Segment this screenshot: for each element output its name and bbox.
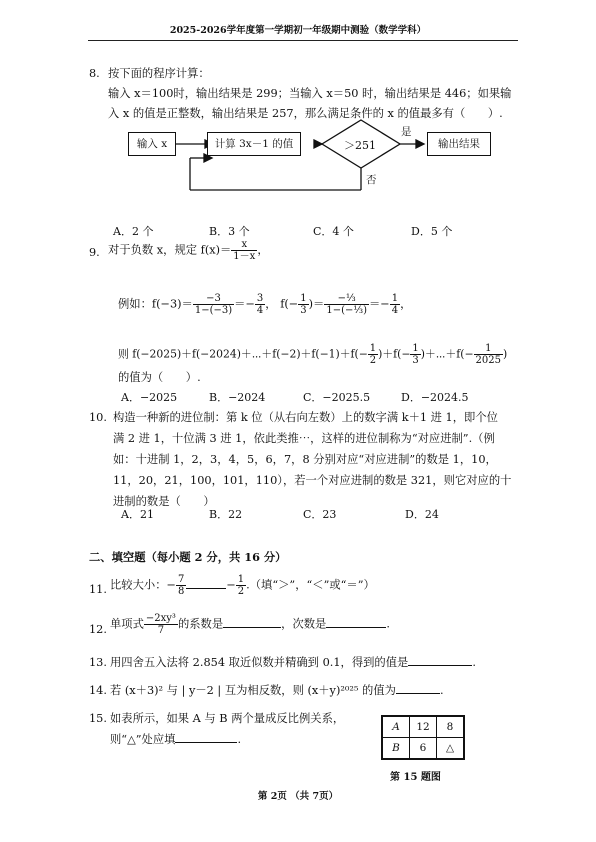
- q10-line-2: 满 2 进 1，十位满 3 进 1，依此类推⋯，这样的进位制称为“对应进制”.（例: [113, 432, 495, 445]
- q9-option-a: A．−2025: [121, 391, 178, 404]
- q15-cell: 12: [410, 716, 437, 738]
- flow-decision-label: ＞251: [344, 139, 376, 152]
- q10-line-5: 进制的数是（ ）: [113, 495, 215, 508]
- q9-sum-mid1: )＋f(−: [378, 347, 411, 361]
- q9-ex2-pre: f(−: [280, 297, 299, 311]
- q9-def-num: x: [231, 239, 257, 251]
- q9-sum-third: [410, 343, 420, 366]
- q9-ex1-eq: ＝−: [234, 297, 255, 311]
- q15-table-caption: 第 15 题图: [390, 772, 441, 783]
- page-footer: 第 2页 （共 7页）: [257, 791, 339, 802]
- q15-number: 15.: [89, 712, 107, 725]
- q10-option-a: A．21: [121, 508, 154, 521]
- q9-stem-post: ，: [257, 243, 269, 257]
- q10-line-4: 11，20，21，100，101，110），若一个对应进制的数是 321，则它对应的十: [113, 474, 512, 487]
- q9-ex2-ad: 3: [300, 305, 307, 316]
- q9-ex2-result: [390, 293, 400, 316]
- q8-stem-3: 入 x 的值是正整数，输出结果是 257，那么满足条件的 x 的值最多有（ ）.: [108, 107, 503, 120]
- q9-h-den: 2: [369, 355, 377, 366]
- q9-sum-last: [474, 343, 503, 366]
- q15-table-row: [382, 716, 464, 738]
- q9-ex1-sep: ，: [265, 297, 277, 311]
- q8-stem-2: 输入 x＝100时，输出结果是 299；当输入 x＝50 时，输出结果是 446；如果输: [108, 87, 512, 100]
- q9-stem-pre: 对于负数 x，规定 f(x)＝: [108, 243, 232, 257]
- q14-stem: [110, 683, 444, 698]
- q12-mono-den: 7: [157, 625, 165, 636]
- q9-ex2-arg: [298, 293, 308, 316]
- q13-number: 13.: [89, 656, 107, 669]
- q8-option-d: D．5 个: [411, 225, 453, 238]
- q12-stem: [110, 613, 390, 636]
- q10-line-1: 构造一种新的进位制：第 k 位（从右向左数）上的数字满 k＋1 进 1，即个位: [113, 411, 498, 424]
- q9-examples: [118, 293, 411, 316]
- q10-number: 10.: [89, 411, 107, 424]
- q8-number: 8.: [89, 67, 100, 80]
- q14-answer-blank[interactable]: [396, 693, 440, 694]
- q9-stem-end: 的值为（ ）.: [118, 371, 201, 384]
- q11-pre: 比较大小：−: [110, 578, 176, 592]
- q9-ex1-rn: 3: [256, 293, 264, 304]
- q9-ex1-result: [255, 293, 265, 316]
- q9-def-den: 1－x: [233, 251, 256, 262]
- q12-mid2: ，次数是: [281, 617, 327, 631]
- flow-input-box: [128, 132, 176, 156]
- q9-def-fraction: [231, 239, 257, 262]
- q12-mid: 的系数是: [177, 617, 224, 631]
- q15-table-row: [382, 738, 464, 760]
- q9-ex2-fraction: [324, 293, 369, 316]
- q15-l2-text: 则“△”处应填: [110, 733, 176, 746]
- q9-ex1-lhs: f(−3)＝: [151, 297, 193, 311]
- q15-cell: 8: [437, 716, 465, 738]
- q11-a-den: 8: [177, 586, 185, 597]
- q9-sum-half: [368, 343, 378, 366]
- q9-sum-expression: [118, 343, 507, 366]
- q9-ex2-post: )＝: [308, 297, 325, 311]
- q9-ex2-rn: 1: [391, 293, 399, 304]
- q8-stem-1: 按下面的程序计算：: [108, 67, 210, 80]
- q11-post: .（填“＞”，“＜”或“＝”）: [246, 578, 375, 592]
- q8-option-a: A．2 个: [113, 225, 154, 238]
- q11-mid: −: [226, 578, 236, 592]
- flow-yes-label: 是: [401, 126, 412, 138]
- q8-option-c: C．4 个: [313, 225, 354, 238]
- q13-post: .: [472, 656, 476, 669]
- q8-option-b: B．3 个: [209, 225, 250, 238]
- q15-cell: B: [382, 738, 410, 760]
- flow-input-label: 输入 x: [136, 138, 168, 150]
- header-divider: [88, 40, 518, 41]
- q15-table: [381, 715, 465, 760]
- q13-stem: [110, 655, 476, 670]
- flow-output-box: [427, 132, 491, 156]
- q12-mono-num: −2xy³: [145, 613, 176, 624]
- q11-frac-b: [236, 574, 246, 597]
- page-header: 2025-2026学年度第一学期初一年级期中测验（数学学科）: [169, 25, 427, 36]
- q9-ex2-an: 1: [300, 293, 307, 304]
- q15-cell: △: [437, 738, 465, 760]
- q9-sum-mid2: )＋⋯＋f(−: [420, 347, 474, 361]
- q10-option-c: C．23: [303, 508, 337, 521]
- q9-ex1-rd: 4: [256, 305, 264, 316]
- q15-answer-blank[interactable]: [175, 742, 237, 743]
- q15-cell: 6: [410, 738, 437, 760]
- q9-stem: [108, 239, 269, 262]
- q12-monomial: [144, 613, 178, 636]
- q9-ex1-fraction: [193, 293, 234, 316]
- q12-pre: 单项式: [110, 617, 144, 631]
- q9-number: 9.: [89, 246, 100, 259]
- q9-option-c: C．−2025.5: [303, 391, 371, 404]
- q11-frac-a: [176, 574, 186, 597]
- q9-ex2-big-num: −⅓: [324, 293, 369, 305]
- flow-output-label: 输出结果: [438, 138, 480, 150]
- q8-flowchart: [120, 118, 520, 198]
- q14-number: 14.: [89, 684, 107, 697]
- q11-b-den: 2: [237, 586, 245, 597]
- q13-text: 用四舍五入法将 2.854 取近似数并精确到 0.1，得到的值是: [110, 656, 409, 669]
- q9-ex2-big-den: 1−(−⅓): [326, 305, 367, 316]
- q9-option-b: B．−2024: [209, 391, 266, 404]
- flow-compute-box: [207, 132, 301, 156]
- q11-stem: [110, 574, 375, 597]
- q9-t-num: 1: [412, 343, 419, 354]
- q12-degree-blank[interactable]: [326, 627, 386, 628]
- q14-text: 若 (x＋3)² 与 | y－2 | 互为相反数，则 (x＋y)²⁰²⁵ 的值为: [110, 684, 396, 697]
- q10-option-d: D．24: [405, 508, 439, 521]
- q15-line-1: 如表所示，如果 A 与 B 两个量成反比例关系，: [110, 712, 345, 725]
- q9-ex2-rd: 4: [391, 305, 399, 316]
- q9-last-num: 1: [474, 343, 503, 355]
- q9-ex2-eq: ＝−: [368, 297, 390, 311]
- q13-answer-blank[interactable]: [408, 665, 472, 666]
- q14-post: .: [439, 684, 444, 697]
- section-2-title: 二、填空题（每小题 2 分，共 16 分）: [89, 550, 287, 564]
- q9-last-den: 2025: [475, 355, 501, 366]
- q12-number: 12.: [89, 623, 107, 636]
- q15-cell: A: [382, 716, 410, 738]
- q9-ex1-den: 1−(−3): [194, 305, 233, 316]
- q9-sum-end: ): [503, 347, 508, 361]
- q9-ex2-end: ，: [400, 297, 412, 311]
- flow-compute-label: 计算 3x－1 的值: [214, 138, 294, 150]
- q15-post: .: [237, 733, 242, 746]
- q9-ex1-num: −3: [193, 293, 234, 305]
- q9-sum-pre: 则 f(−2025)＋f(−2024)＋⋯＋f(−2)＋f(−1)＋f(−: [118, 347, 368, 361]
- q10-option-b: B．22: [209, 508, 243, 521]
- flow-no-label: 否: [366, 174, 377, 186]
- q11-a-num: 7: [177, 574, 185, 585]
- q11-answer-blank[interactable]: [186, 588, 226, 589]
- q10-line-3: 如：十进制 1，2，3，4，5，6，7，8 分别对应“对应进制”的数是 1，10，: [113, 453, 497, 466]
- q15-line-2: [110, 732, 241, 747]
- q11-b-num: 1: [237, 574, 245, 585]
- q9-t-den: 3: [412, 355, 419, 366]
- q12-coefficient-blank[interactable]: [223, 627, 281, 628]
- q9-h-num: 1: [369, 343, 377, 354]
- q9-option-d: D．−2024.5: [401, 391, 469, 404]
- q12-post: .: [386, 617, 390, 631]
- q9-example-label: 例如：: [118, 297, 152, 311]
- q11-number: 11.: [89, 583, 107, 596]
